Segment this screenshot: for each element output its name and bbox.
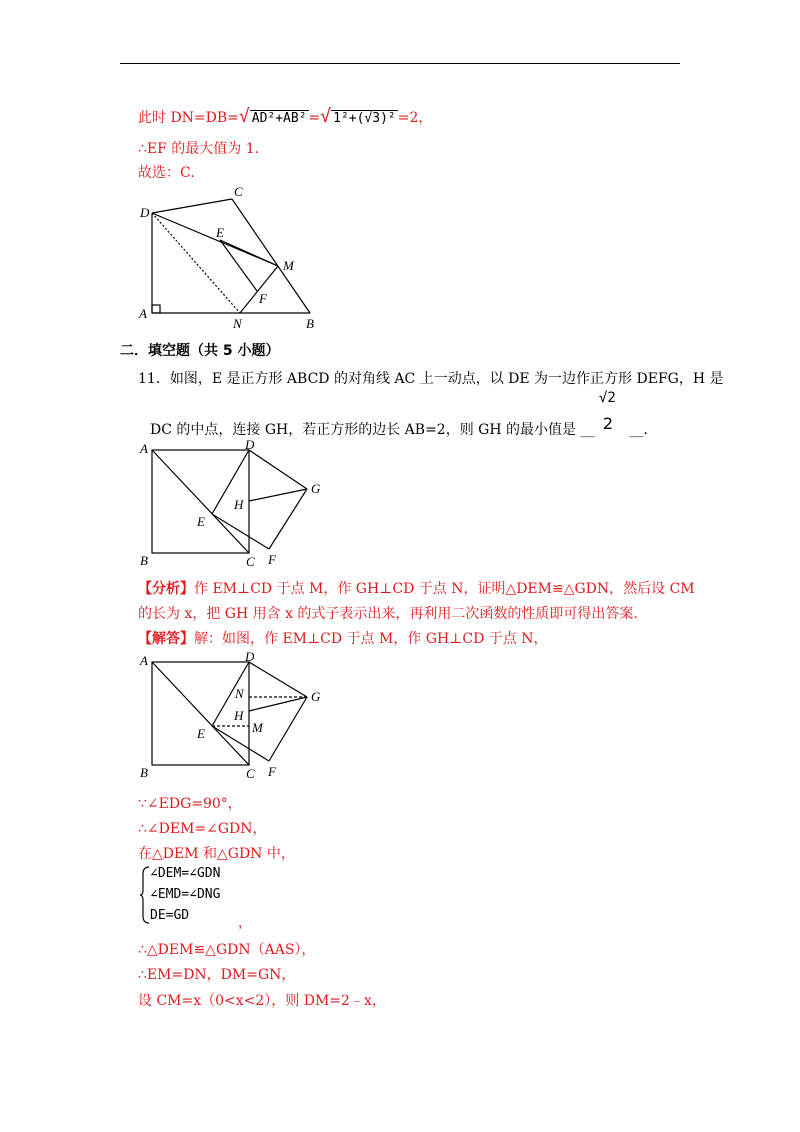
formula-dn-db [138,106,432,127]
sqrt-2: √ 1²+(√3)² [320,106,396,127]
fig3-label-f: F [268,764,276,779]
q11-answer-fraction [598,390,625,434]
figure-2 [135,438,335,577]
answer-choice-line: 故选：C. [138,165,195,181]
fig2-label-c: C [246,554,255,569]
step-2: ∴∠DEM=∠GDN， [138,821,267,837]
fig3-label-e: E [197,726,205,741]
fig2-label-e: E [197,514,205,529]
ef-max-line: ∴EF 的最大值为 1. [138,141,260,157]
header-rule [120,63,680,64]
step-3: 在△DEM 和△GDN 中， [138,846,295,862]
q11-line2-suffix: __. [629,422,648,438]
fig2-label-g: G [311,481,321,496]
fig3-label-h: H [234,708,244,723]
fig1-label-c: C [234,184,243,199]
fig2-label-d: D [245,438,255,452]
q11-line2-text: DC 的中点，连接 GH，若正方形的边长 AB=2，则 GH 的最小值是 __ [150,422,595,438]
fig3-label-a: A [140,653,148,668]
fig1-label-n: N [233,316,242,331]
figure-3 [135,650,335,789]
q11-answer-den: 2 [602,414,614,433]
fig1-label-m: M [283,258,294,273]
fig1-label-b: B [306,316,314,331]
section-title: 二．填空题（共 5 小题） [120,343,280,359]
system-eq-3: DE=GD [150,908,190,923]
fig1-label-e: E [216,225,224,240]
fig2-label-h: H [234,497,244,512]
solution-line1 [138,628,547,648]
q11-answer-num: √2 [598,390,616,406]
formula-eq: = [308,110,321,126]
fig3-label-m: M [252,720,263,735]
fig3-label-n: N [235,686,244,701]
solution-text-1: 解：如图，作 EM⊥CD 于点 M，作 GH⊥CD 于点 N， [194,631,548,647]
fig2-label-f: F [268,552,276,567]
system-eq-2: ∠EMD=∠DNG [150,887,221,902]
figure-1 [130,180,330,339]
fig1-label-f: F [259,291,267,306]
q11-line2 [150,390,648,439]
step-5: ∴EM=DN，DM=GN， [138,967,296,983]
analysis-line2: 的长为 x，把 GH 用含 x 的式子表示出来，再利用二次函数的性质即可得出答案. [138,606,638,622]
step-6: 设 CM=x（0<x<2），则 DM=2﹣x， [138,993,386,1009]
system-eq-1: ∠DEM=∠GDN [150,866,221,881]
fig3-label-g: G [311,689,321,704]
system-brace [140,866,150,924]
step-4: ∴△DEM≌△GDN（AAS）， [138,942,316,958]
fig3-label-c: C [246,766,255,781]
fig2-label-a: A [140,441,148,456]
sqrt-1: √ AD²+AB² [238,106,307,127]
formula-suffix: =2， [397,110,433,126]
solution-tag: 【解答】 [138,631,194,647]
analysis-line1 [138,578,695,598]
fig3-label-d: D [245,650,255,664]
fig2-label-b: B [140,553,148,568]
analysis-text-1: 作 EM⊥CD 于点 M，作 GH⊥CD 于点 N，证明△DEM≌△GDN，然后设 CM [194,581,695,597]
analysis-tag: 【分析】 [138,581,194,597]
step-1: ∵∠EDG=90°， [138,796,242,812]
fig3-label-b: B [140,765,148,780]
formula-prefix: 此时 DN=DB= [138,110,239,126]
q11-line1: 11．如图，E 是正方形 ABCD 的对角线 AC 上一动点，以 DE 为一边作正方形 DEFG，H 是 [138,371,724,387]
fig1-label-d: D [140,205,150,220]
fig1-label-a: A [139,306,147,321]
system-end: ， [238,915,252,931]
